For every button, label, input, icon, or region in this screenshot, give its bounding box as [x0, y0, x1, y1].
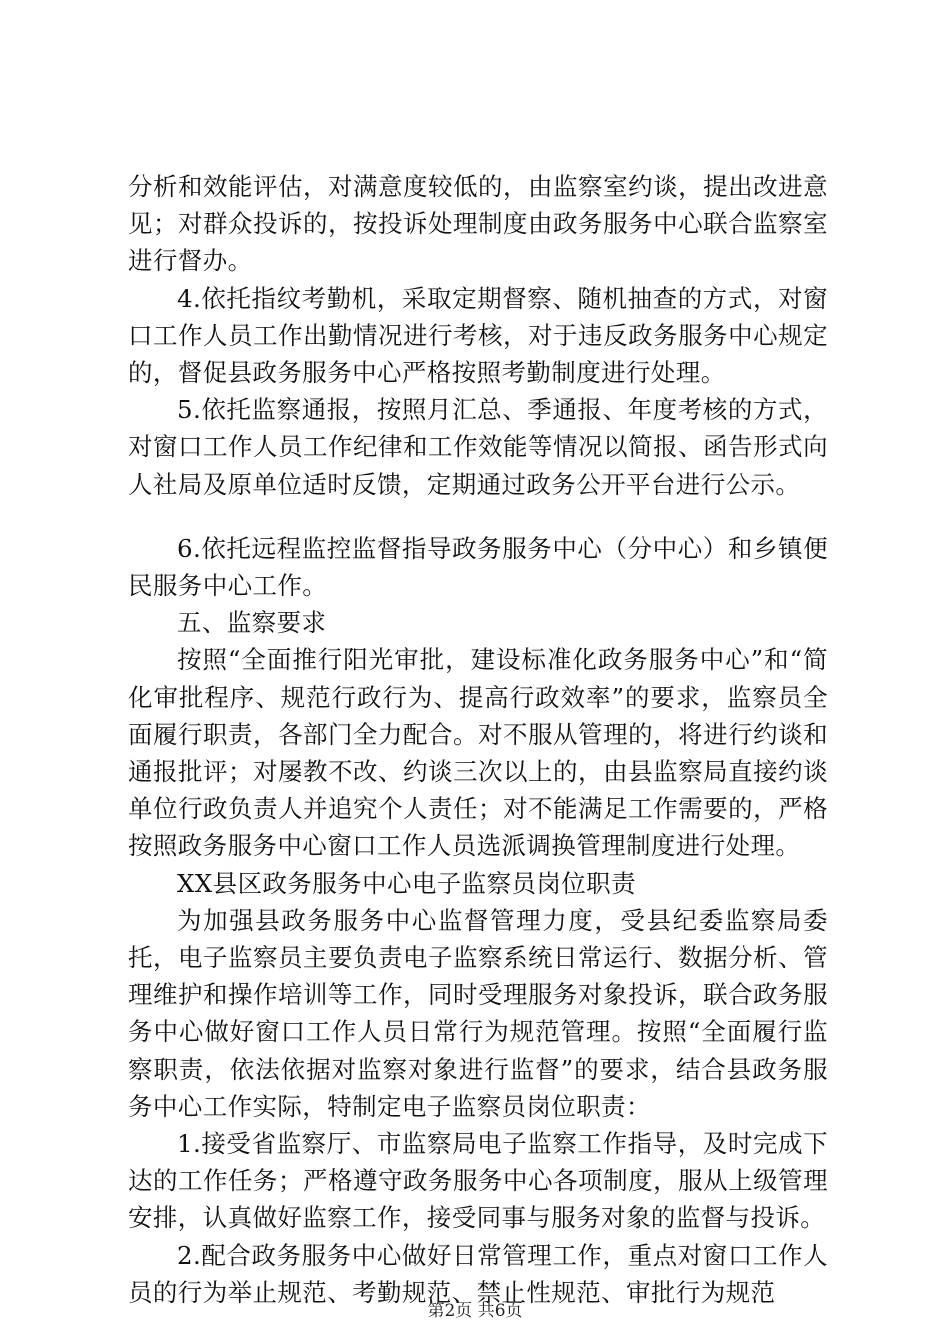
paragraph: 为加强县政务服务中心监督管理力度，受县纪委监察局委托，电子监察员主要负责电子监察系统日常运行、数据分析、管理维护和操作培训等工作，同时受理服务对象投诉，联合政务服务中心做好窗口工作人员日常行为规范管理。按照“全面履行监察职责，依法依据对监察对象进行监督”的要求，结合县政务服务中心工作实际，特制定电子监察员岗位职责：	[128, 905, 828, 1121]
paragraph: 4.依托指纹考勤机，采取定期督察、随机抽查的方式，对窗口工作人员工作出勤情况进行考核，对于违反政务服务中心规定的，督促县政务服务中心严格按照考勤制度进行处理。	[128, 283, 828, 388]
paragraph: 按照“全面推行阳光审批，建设标准化政务服务中心”和“简化审批程序、规范行政行为、提高行政效率”的要求，监察员全面履行职责，各部门全力配合。对不服从管理的，将进行约谈和通报批评；对屡教不改、约谈三次以上的，由县监察局直接约谈单位行政负责人并追究个人责任；对不能满足工作需要的，严格按照政务服务中心窗口工作人员选派调换管理制度进行处理。	[128, 645, 828, 861]
page-number: 第2页 共6页	[427, 1301, 523, 1321]
document-title: XX县区政务服务中心电子监察员岗位职责	[177, 868, 636, 898]
document-body	[128, 168, 828, 1311]
section-heading: 五、监察要求	[177, 608, 327, 638]
paragraph: 5.依托监察通报，按照月汇总、季通报、年度考核的方式，对窗口工作人员工作纪律和工作效能等情况以简报、函告形式向人社局及原单位适时反馈，定期通过政务公开平台进行公示。	[128, 395, 828, 499]
paragraph: 分析和效能评估，对满意度较低的，由监察室约谈，提出改进意见；对群众投诉的，按投诉处理制度由政务服务中心联合监察室进行督办。	[128, 172, 828, 276]
paragraph: 6.依托远程监控监督指导政务服务中心（分中心）和乡镇便民服务中心工作。	[128, 533, 828, 601]
paragraph: 1.接受省监察厅、市监察局电子监察工作指导，及时完成下达的工作任务；严格遵守政务服务中心各项制度，服从上级管理安排，认真做好监察工作，接受同事与服务对象的监督与投诉。	[128, 1129, 828, 1233]
paragraph: 2.配合政务服务中心做好日常管理工作，重点对窗口工作人员的行为举止规范、考勤规范、禁止性规范、审批行为规范	[128, 1240, 828, 1307]
